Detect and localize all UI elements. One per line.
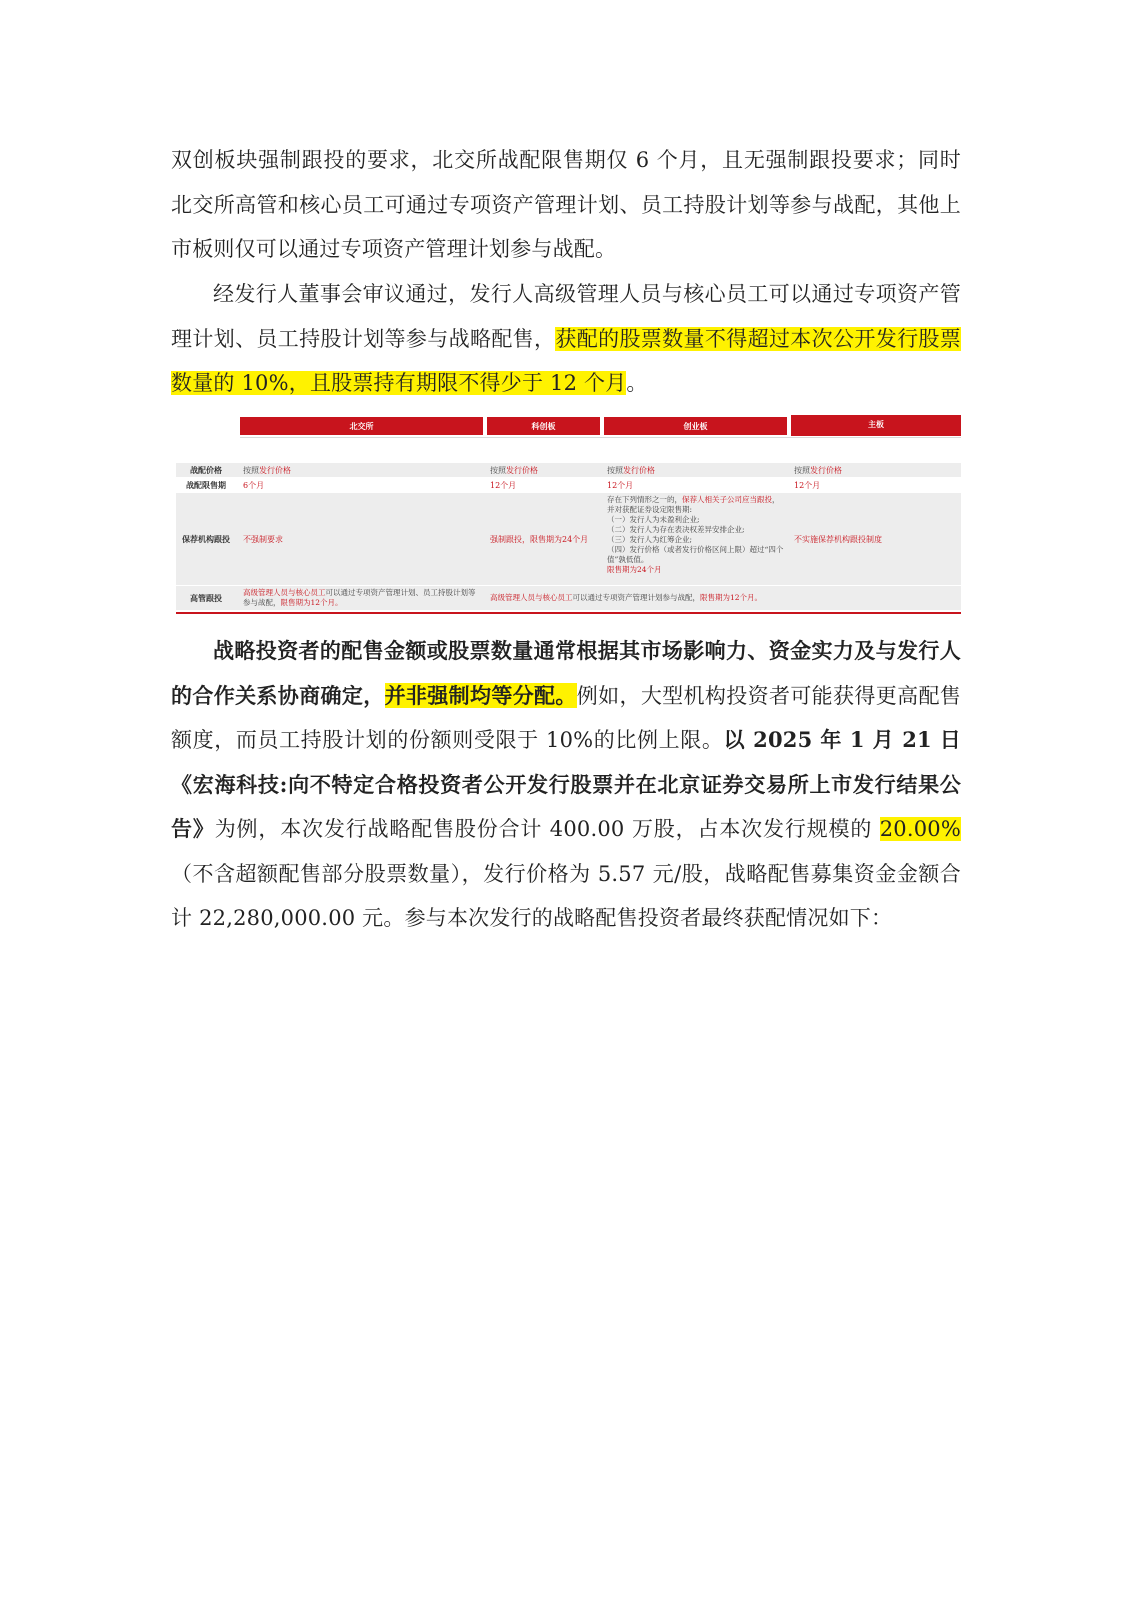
paragraph-3-bold-citation: 以 2025 年 1 月 21 日《宏海科技:向不特定合格投资者公开发行股票并在北京证券交易所上市发行结果公告》 [171,727,961,841]
header-divider [240,437,961,438]
table-cell: 高级管理人员与核心员工可以通过专项资产管理计划、员工持股计划等参与战配，限售期为12个月。 [243,588,476,607]
table-cell: 按照发行价格 [490,466,538,475]
paragraph-3 [171,629,961,941]
table-cell: 高级管理人员与核心员工可以通过专项资产管理计划参与战配，限售期为12个月。 [490,593,763,602]
table-cell: 不实施保荐机构跟投制度 [794,534,882,544]
table-cell: 不强制要求 [243,534,283,544]
table-cell: 按照发行价格 [794,466,842,475]
table-header-main: 主板 [791,415,961,436]
paragraph-3-bold: 战略投资者的配售金额或股票数量通常根据其市场影响力、资金实力及与发行人的合作关系协商确定， [171,638,961,708]
table-cell: 12个月 [794,481,821,490]
row-label: 保荐机构跟投 [182,533,230,544]
comparison-table-figure [176,417,961,615]
paragraph-2-highlight: 获配的股票数量不得超过本次公开发行股票数量的 10%，且股票持有期限不得少于 12 个月 [171,326,961,395]
table-cell: 按照发行价格 [607,466,655,475]
row-label: 战配价格 [190,465,222,475]
table-header-star: 科创板 [487,417,600,435]
paragraph-3-end: （不含超额配售部分股票数量），发行价格为 5.57 元/股，战略配售募集资金金额合计 22,280,000.00 元。参与本次发行的战略配售投资者最终获配情况如下： [171,861,961,930]
table-row-sponsor [176,493,961,585]
paragraph-2-end: 。 [626,371,648,395]
paragraph-2 [171,272,961,406]
table-cell: 6个月 [243,481,265,490]
paragraph-3-bold-highlight: 并非强制均等分配。 [384,682,577,708]
table-row-price [176,463,961,477]
paragraph-3-highlight: 20.00% [879,817,961,841]
row-label-cell [176,493,236,585]
paragraph-3-text-2: 为例，本次发行战略配售股份合计 400.00 万股，占本次发行规模的 [214,817,880,841]
table-bottom-rule [176,612,961,614]
table-header-chinext: 创业板 [604,417,787,435]
paragraph-1 [171,138,961,272]
table-cell: 12个月 [490,481,517,490]
paragraph-3-text: 例如，大型机构投资者可能获得更高配售额度，而员工持股计划的份额则受限于 10%的比例上限。 [171,683,961,752]
table-cell: 存在下列情形之一的，保荐人相关子公司应当跟投，并对获配证券设定限售期: （一）发行人为未盈利企业; （二）发行人为存在表决权差异安排企业; （三）发行人为红筹企业; （四）发行价格（或者发行价格区间上限）超过“四个值”孰低值。 限售期为24个月 [607,495,784,574]
row-label: 高管跟投 [190,592,222,603]
table-cell: 12个月 [607,481,634,490]
row-label-cell [176,586,236,610]
row-label: 战配限售期 [186,480,226,490]
table-row-lockup [176,478,961,492]
table-cell: 按照发行价格 [243,466,291,475]
table-cell: 强制跟投，限售期为24个月 [490,534,589,544]
table-row-exec [176,586,961,610]
paragraph-2-text: 经发行人董事会审议通过，发行人高级管理人员与核心员工可以通过专项资产管理计划、员工持股计划等参与战略配售， [171,282,961,351]
table-header-bse: 北交所 [240,417,483,435]
paragraph-1-text: 双创板块强制跟投的要求，北交所战配限售期仅 6 个月，且无强制跟投要求；同时北交所高管和核心员工可通过专项资产管理计划、员工持股计划等参与战配，其他上市板则仅可以通过专项资产管理计划参与战配。 [171,148,961,261]
